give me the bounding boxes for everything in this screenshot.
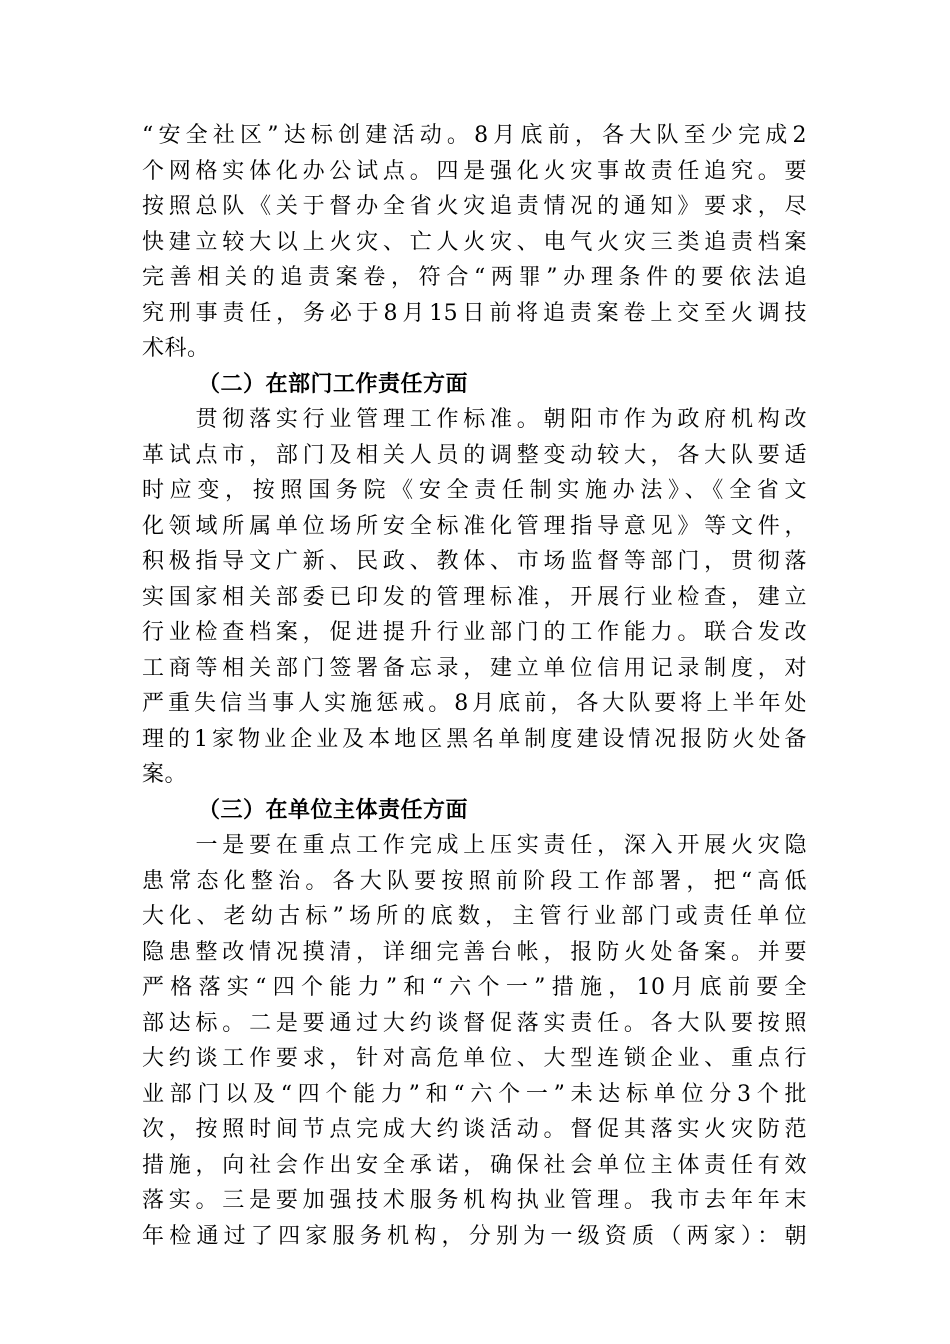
- paragraph-line: 次，按照时间节点完成大约谈活动。督促其落实火灾防范: [142, 1117, 807, 1142]
- paragraph-line: 严格落实“四个能力”和“六个一”措施，10月底前要全: [142, 975, 807, 1000]
- paragraph-line: 究刑事责任，务必于8月15日前将追责案卷上交至火调技: [142, 300, 807, 326]
- paragraph-line: 革试点市，部门及相关人员的调整变动较大，各大队要适: [142, 442, 807, 468]
- paragraph-line: “安全社区”达标创建活动。8月底前，各大队至少完成2: [142, 123, 807, 148]
- paragraph-line: 个网格实体化办公试点。四是强化火灾事故责任追究。要: [142, 158, 807, 184]
- paragraph-line: 大化、老幼古标”场所的底数，主管行业部门或责任单位: [142, 904, 807, 929]
- paragraph-line: 按照总队《关于督办全省火灾追责情况的通知》要求，尽: [142, 194, 807, 219]
- paragraph-line: 大约谈工作要求，针对高危单位、大型连锁企业、重点行: [142, 1046, 807, 1071]
- paragraph-line: 行业检查档案，促进提升行业部门的工作能力。联合发改: [142, 620, 807, 645]
- paragraph-line: 落实。三是要加强技术服务机构执业管理。我市去年年末: [142, 1188, 807, 1213]
- paragraph-line: 工商等相关部门签署备忘录，建立单位信用记录制度，对: [142, 655, 807, 681]
- paragraph-line: 隐患整改情况摸清，详细完善台帐，报防火处备案。并要: [142, 939, 807, 965]
- document-body: [142, 118, 807, 1254]
- paragraph-line: 业部门以及“四个能力”和“六个一”未达标单位分3个批: [142, 1081, 807, 1107]
- paragraph-line: 实国家相关部委已印发的管理标准，开展行业检查，建立: [142, 584, 807, 610]
- paragraph-line: 部达标。二是要通过大约谈督促落实责任。各大队要按照: [142, 1010, 807, 1036]
- paragraph-line: 措施，向社会作出安全承诺，确保社会单位主体责任有效: [142, 1152, 807, 1178]
- paragraph-line: 严重失信当事人实施惩戒。8月底前，各大队要将上半年处: [142, 691, 807, 716]
- section-heading: （三）在单位主体责任方面: [198, 796, 469, 823]
- paragraph-line: 理的1家物业企业及本地区黑名单制度建设情况报防火处备: [142, 726, 807, 752]
- paragraph-line: 积极指导文广新、民政、教体、市场监督等部门，贯彻落: [142, 549, 807, 574]
- paragraph-line: 快建立较大以上火灾、亡人火灾、电气火灾三类追责档案: [142, 229, 807, 255]
- paragraph-line: 案。: [142, 762, 188, 787]
- paragraph-line: 时应变，按照国务院《安全责任制实施办法》、《全省文: [142, 478, 807, 503]
- section-heading: （二）在部门工作责任方面: [198, 370, 469, 397]
- paragraph-line: 完善相关的追责案卷，符合“两罪”办理条件的要依法追: [142, 265, 807, 290]
- paragraph-line: 术科。: [142, 336, 210, 361]
- paragraph-line: 贯彻落实行业管理工作标准。朝阳市作为政府机构改: [142, 407, 807, 432]
- paragraph-line: 患常态化整治。各大队要按照前阶段工作部署，把“高低: [142, 868, 807, 894]
- paragraph-line: 一是要在重点工作完成上压实责任，深入开展火灾隐: [142, 833, 807, 858]
- paragraph-line: 年检通过了四家服务机构，分别为一级资质（两家）：朝: [142, 1223, 807, 1249]
- paragraph-line: 化领域所属单位场所安全标准化管理指导意见》等文件，: [142, 513, 807, 539]
